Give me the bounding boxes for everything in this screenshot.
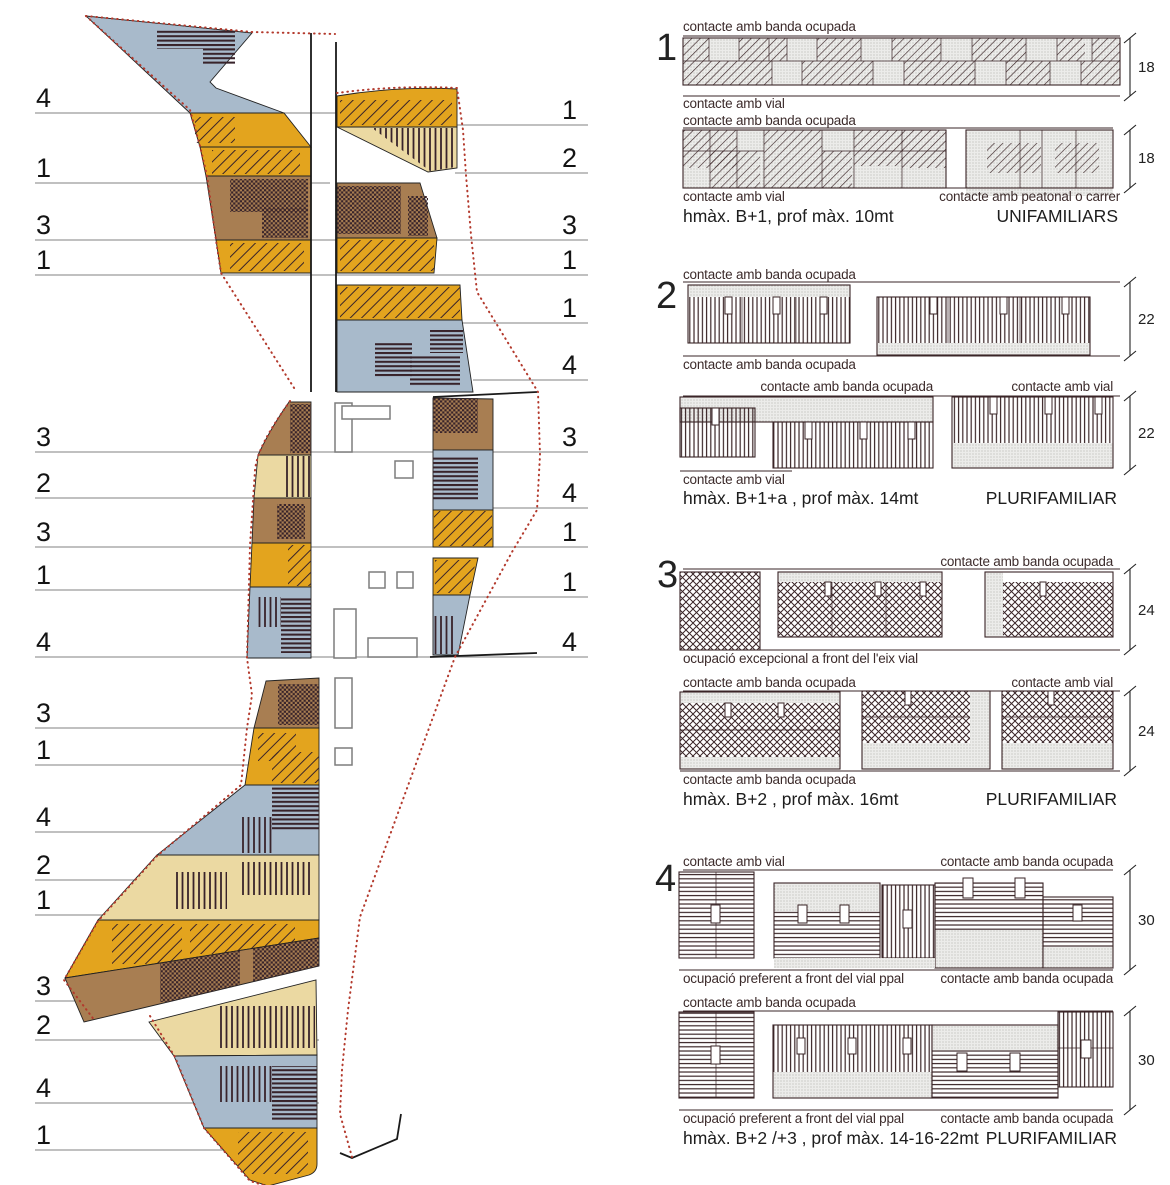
map-label-left-9: 3 xyxy=(36,698,52,728)
s4-d1-dim xyxy=(1124,865,1155,975)
map-label-left-17: 1 xyxy=(36,1120,52,1150)
map-label-left-0: 4 xyxy=(36,83,52,113)
s3-d1-blocks xyxy=(680,572,1113,650)
svg-text:30: 30 xyxy=(1138,912,1155,929)
map-label-left-11: 4 xyxy=(36,802,52,832)
map-label-right-0: 1 xyxy=(562,95,578,125)
s1-d1-dim xyxy=(1124,33,1155,101)
map-label-left-12: 2 xyxy=(36,850,52,880)
s2-d2-bottom-label: contacte amb vial xyxy=(683,472,785,487)
s4-d2-bottom-right-label: contacte amb banda ocupada xyxy=(940,1111,1113,1126)
s1-d1-top-label: contacte amb banda ocupada xyxy=(683,19,856,34)
section-1 xyxy=(656,19,1155,226)
s2-d2-blocks xyxy=(680,397,1113,468)
map-label-left-7: 1 xyxy=(36,560,52,590)
section-4-number: 4 xyxy=(655,858,677,900)
s4-d2-bottom-left-label: ocupació preferent a front del vial ppal xyxy=(683,1111,904,1126)
s1-family: UNIFAMILIARS xyxy=(996,206,1118,226)
map-label-left-3: 1 xyxy=(36,245,52,275)
svg-text:22: 22 xyxy=(1138,311,1155,328)
s3-d1-bottom-label: ocupació excepcional a front del l'eix vial xyxy=(683,651,918,666)
section-1-number: 1 xyxy=(656,27,678,69)
map-label-left-1: 1 xyxy=(36,153,52,183)
zone-west-bottom xyxy=(65,678,319,1185)
s1-d2-bottom-right-label: contacte amb peatonal o carrer xyxy=(939,189,1120,204)
section-3 xyxy=(657,554,1155,809)
map-label-right-9: 1 xyxy=(562,567,578,597)
map-label-left-8: 4 xyxy=(36,627,52,657)
zone-west-top xyxy=(86,16,311,273)
map-label-right-2: 3 xyxy=(562,210,578,240)
svg-text:24: 24 xyxy=(1138,723,1155,740)
s2-d1-bottom-label: contacte amb banda ocupada xyxy=(683,357,856,372)
map-label-left-14: 3 xyxy=(36,971,52,1001)
s4-d1-bottom-left-label: ocupació preferent a front del vial ppal xyxy=(683,971,904,986)
map-label-left-10: 1 xyxy=(36,735,52,765)
s3-family: PLURIFAMILIAR xyxy=(985,789,1117,809)
s3-d2-top-right-label: contacte amb vial xyxy=(1011,675,1113,690)
section-2 xyxy=(656,267,1155,508)
s3-d2-bottom-label: contacte amb banda ocupada xyxy=(683,772,856,787)
map-label-right-6: 3 xyxy=(562,422,578,452)
zone-west-mid xyxy=(247,402,311,658)
s3-caption: hmàx. B+2 , prof màx. 16mt xyxy=(683,789,899,809)
section-2-number: 2 xyxy=(656,275,678,317)
svg-text:18: 18 xyxy=(1138,150,1155,167)
svg-text:24: 24 xyxy=(1138,602,1155,619)
map-label-left-13: 1 xyxy=(36,885,52,915)
map-label-left-16: 4 xyxy=(36,1073,52,1103)
s1-caption: hmàx. B+1, prof màx. 10mt xyxy=(683,206,894,226)
s1-d2-bottom-left-label: contacte amb vial xyxy=(683,189,785,204)
s4-d1-bottom-right-label: contacte amb banda ocupada xyxy=(940,971,1113,986)
s2-caption: hmàx. B+1+a , prof màx. 14mt xyxy=(683,488,919,508)
s4-d2-top-label: contacte amb banda ocupada xyxy=(683,995,856,1010)
s4-d1-top-left-label: contacte amb vial xyxy=(683,854,785,869)
s2-d1-blocks xyxy=(688,285,1090,355)
s2-d2-top-left-label: contacte amb banda ocupada xyxy=(760,379,933,394)
svg-text:30: 30 xyxy=(1138,1052,1155,1069)
map-label-right-1: 2 xyxy=(562,143,578,173)
s1-d1-bottom-label: contacte amb vial xyxy=(683,96,785,111)
s4-d1-top-right-label: contacte amb banda ocupada xyxy=(940,854,1113,869)
map-plan xyxy=(35,16,588,1185)
s4-d1-blocks xyxy=(679,872,1113,968)
s1-d2-band xyxy=(683,130,1113,196)
map-label-left-5: 2 xyxy=(36,468,52,498)
map-label-right-10: 4 xyxy=(562,627,578,657)
map-label-left-4: 3 xyxy=(36,422,52,452)
s4-d2-blocks xyxy=(679,1012,1113,1098)
s2-d2-dim xyxy=(1124,391,1155,475)
s3-d2-blocks xyxy=(680,691,1113,769)
s2-d2-top-right-label: contacte amb vial xyxy=(1011,379,1113,394)
s2-family: PLURIFAMILIAR xyxy=(985,488,1117,508)
s3-d2-dim xyxy=(1124,686,1155,776)
map-label-right-8: 1 xyxy=(562,517,578,547)
s4-family: PLURIFAMILIAR xyxy=(985,1128,1117,1148)
s1-d2-dim xyxy=(1124,125,1155,193)
s1-d1-band xyxy=(683,38,1120,85)
s2-d1-dim xyxy=(1124,277,1155,361)
s1-d2-top-label: contacte amb banda ocupada xyxy=(683,113,856,128)
map-label-left-15: 2 xyxy=(36,1010,52,1040)
zone-east-mid xyxy=(430,392,537,657)
section-3-number: 3 xyxy=(657,554,679,596)
section-4 xyxy=(655,854,1155,1148)
s2-d1-top-label: contacte amb banda ocupada xyxy=(683,267,856,282)
svg-text:18: 18 xyxy=(1138,59,1155,76)
map-label-right-5: 4 xyxy=(562,350,578,380)
s4-d2-dim xyxy=(1124,1006,1155,1115)
map-label-left-2: 3 xyxy=(36,210,52,240)
map-label-right-4: 1 xyxy=(562,293,578,323)
map-label-right-3: 1 xyxy=(562,245,578,275)
svg-text:22: 22 xyxy=(1138,425,1155,442)
map-label-left-6: 3 xyxy=(36,517,52,547)
s3-d1-top-label: contacte amb banda ocupada xyxy=(940,554,1113,569)
s3-d2-top-left-label: contacte amb banda ocupada xyxy=(683,675,856,690)
map-label-right-7: 4 xyxy=(562,478,578,508)
s3-d1-dim xyxy=(1124,564,1155,655)
buildings xyxy=(334,403,417,765)
s4-caption: hmàx. B+2 /+3 , prof màx. 14-16-22mt xyxy=(683,1128,979,1148)
